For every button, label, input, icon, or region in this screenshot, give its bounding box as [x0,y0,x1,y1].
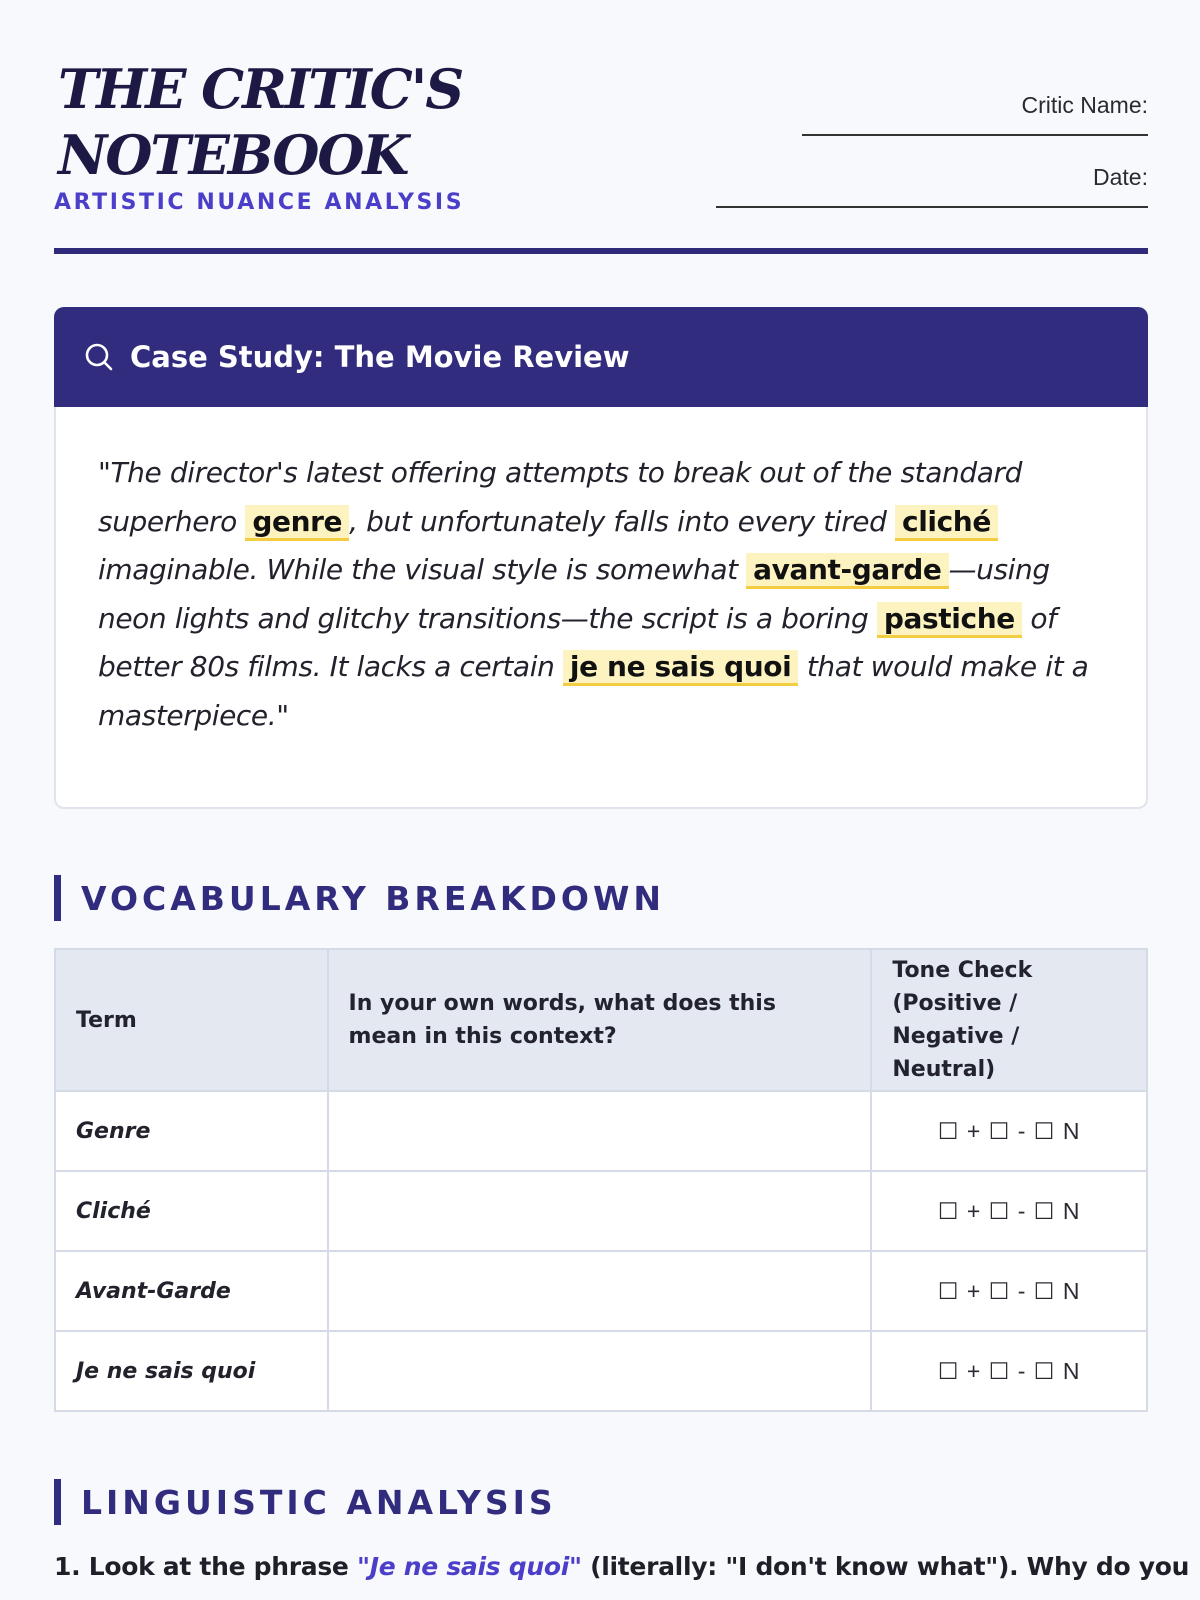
term-cell: Cliché [55,1171,328,1251]
tone-check-cell[interactable]: ☐ + ☐ - ☐ N [871,1251,1147,1331]
review-quote [98,449,1106,740]
case-study-header [54,307,1148,407]
table-row [55,1091,1147,1171]
tone-check-cell[interactable]: ☐ + ☐ - ☐ N [871,1091,1147,1171]
meaning-cell[interactable] [328,1251,872,1331]
highlight-pastiche: pastiche [877,602,1022,638]
table-header-row [55,949,1147,1091]
quote-text: imaginable. While the visual style is somewhat [98,553,747,586]
page-header [54,0,1148,254]
quote-text: that would make it a masterpiece." [98,650,1089,732]
table-row [55,1251,1147,1331]
quote-text: "The director's latest offering attempts to break out of the standard superhero [98,456,1022,538]
tone-check-cell[interactable]: ☐ + ☐ - ☐ N [871,1171,1147,1251]
table-row [55,1171,1147,1251]
critic-name-field[interactable] [802,134,1148,136]
meaning-cell[interactable] [328,1331,872,1411]
column-header-tone: Tone Check (Positive / Negative / Neutral) [871,949,1147,1091]
case-study-title: Case Study: The Movie Review [130,340,630,374]
quote-text: , but unfortunately falls into every tired [349,504,896,538]
vocabulary-heading: VOCABULARY BREAKDOWN [54,875,665,921]
quote-text: of better 80s films. It lacks a certain [98,601,1057,683]
question-1-suffix: (literally: "I don't know what"). Why do you [581,1552,1190,1581]
linguistic-analysis-heading: LINGUISTIC ANALYSIS [54,1479,557,1525]
vocabulary-table [54,948,1148,1412]
case-study-body [54,407,1148,809]
table-row [55,1331,1147,1411]
term-cell: Genre [55,1091,328,1171]
meaning-cell[interactable] [328,1171,872,1251]
case-study-card [54,307,1148,809]
highlight-cliche: cliché [895,505,998,541]
critic-name-label: Critic Name: [1021,92,1148,118]
tone-check-cell[interactable]: ☐ + ☐ - ☐ N [871,1331,1147,1411]
question-1 [54,1552,1190,1581]
critic-meta [716,88,1148,232]
date-label: Date: [1093,164,1148,190]
column-header-term: Term [55,949,328,1091]
worksheet-page [54,0,1190,1581]
title-line-1: THE CRITIC'S [58,57,463,121]
question-1-phrase: "Je ne sais quoi" [356,1552,582,1581]
title-line-2: NOTEBOOK [58,123,408,187]
term-cell: Avant-Garde [55,1251,328,1331]
quote-text: —using neon lights and glitchy transitions—the script is a boring [98,553,1050,635]
page-subtitle: ARTISTIC NUANCE ANALYSIS [54,190,465,215]
date-field[interactable] [716,206,1148,208]
question-1-prefix: 1. Look at the phrase [54,1552,357,1581]
page-title [58,56,498,188]
search-icon [84,342,114,372]
highlight-genre: genre [245,505,349,541]
term-cell: Je ne sais quoi [55,1331,328,1411]
column-header-meaning: In your own words, what does this mean in this context? [328,949,872,1091]
highlight-je-ne-sais-quoi: je ne sais quoi [563,650,798,686]
highlight-avant-garde: avant-garde [746,553,948,589]
meaning-cell[interactable] [328,1091,872,1171]
